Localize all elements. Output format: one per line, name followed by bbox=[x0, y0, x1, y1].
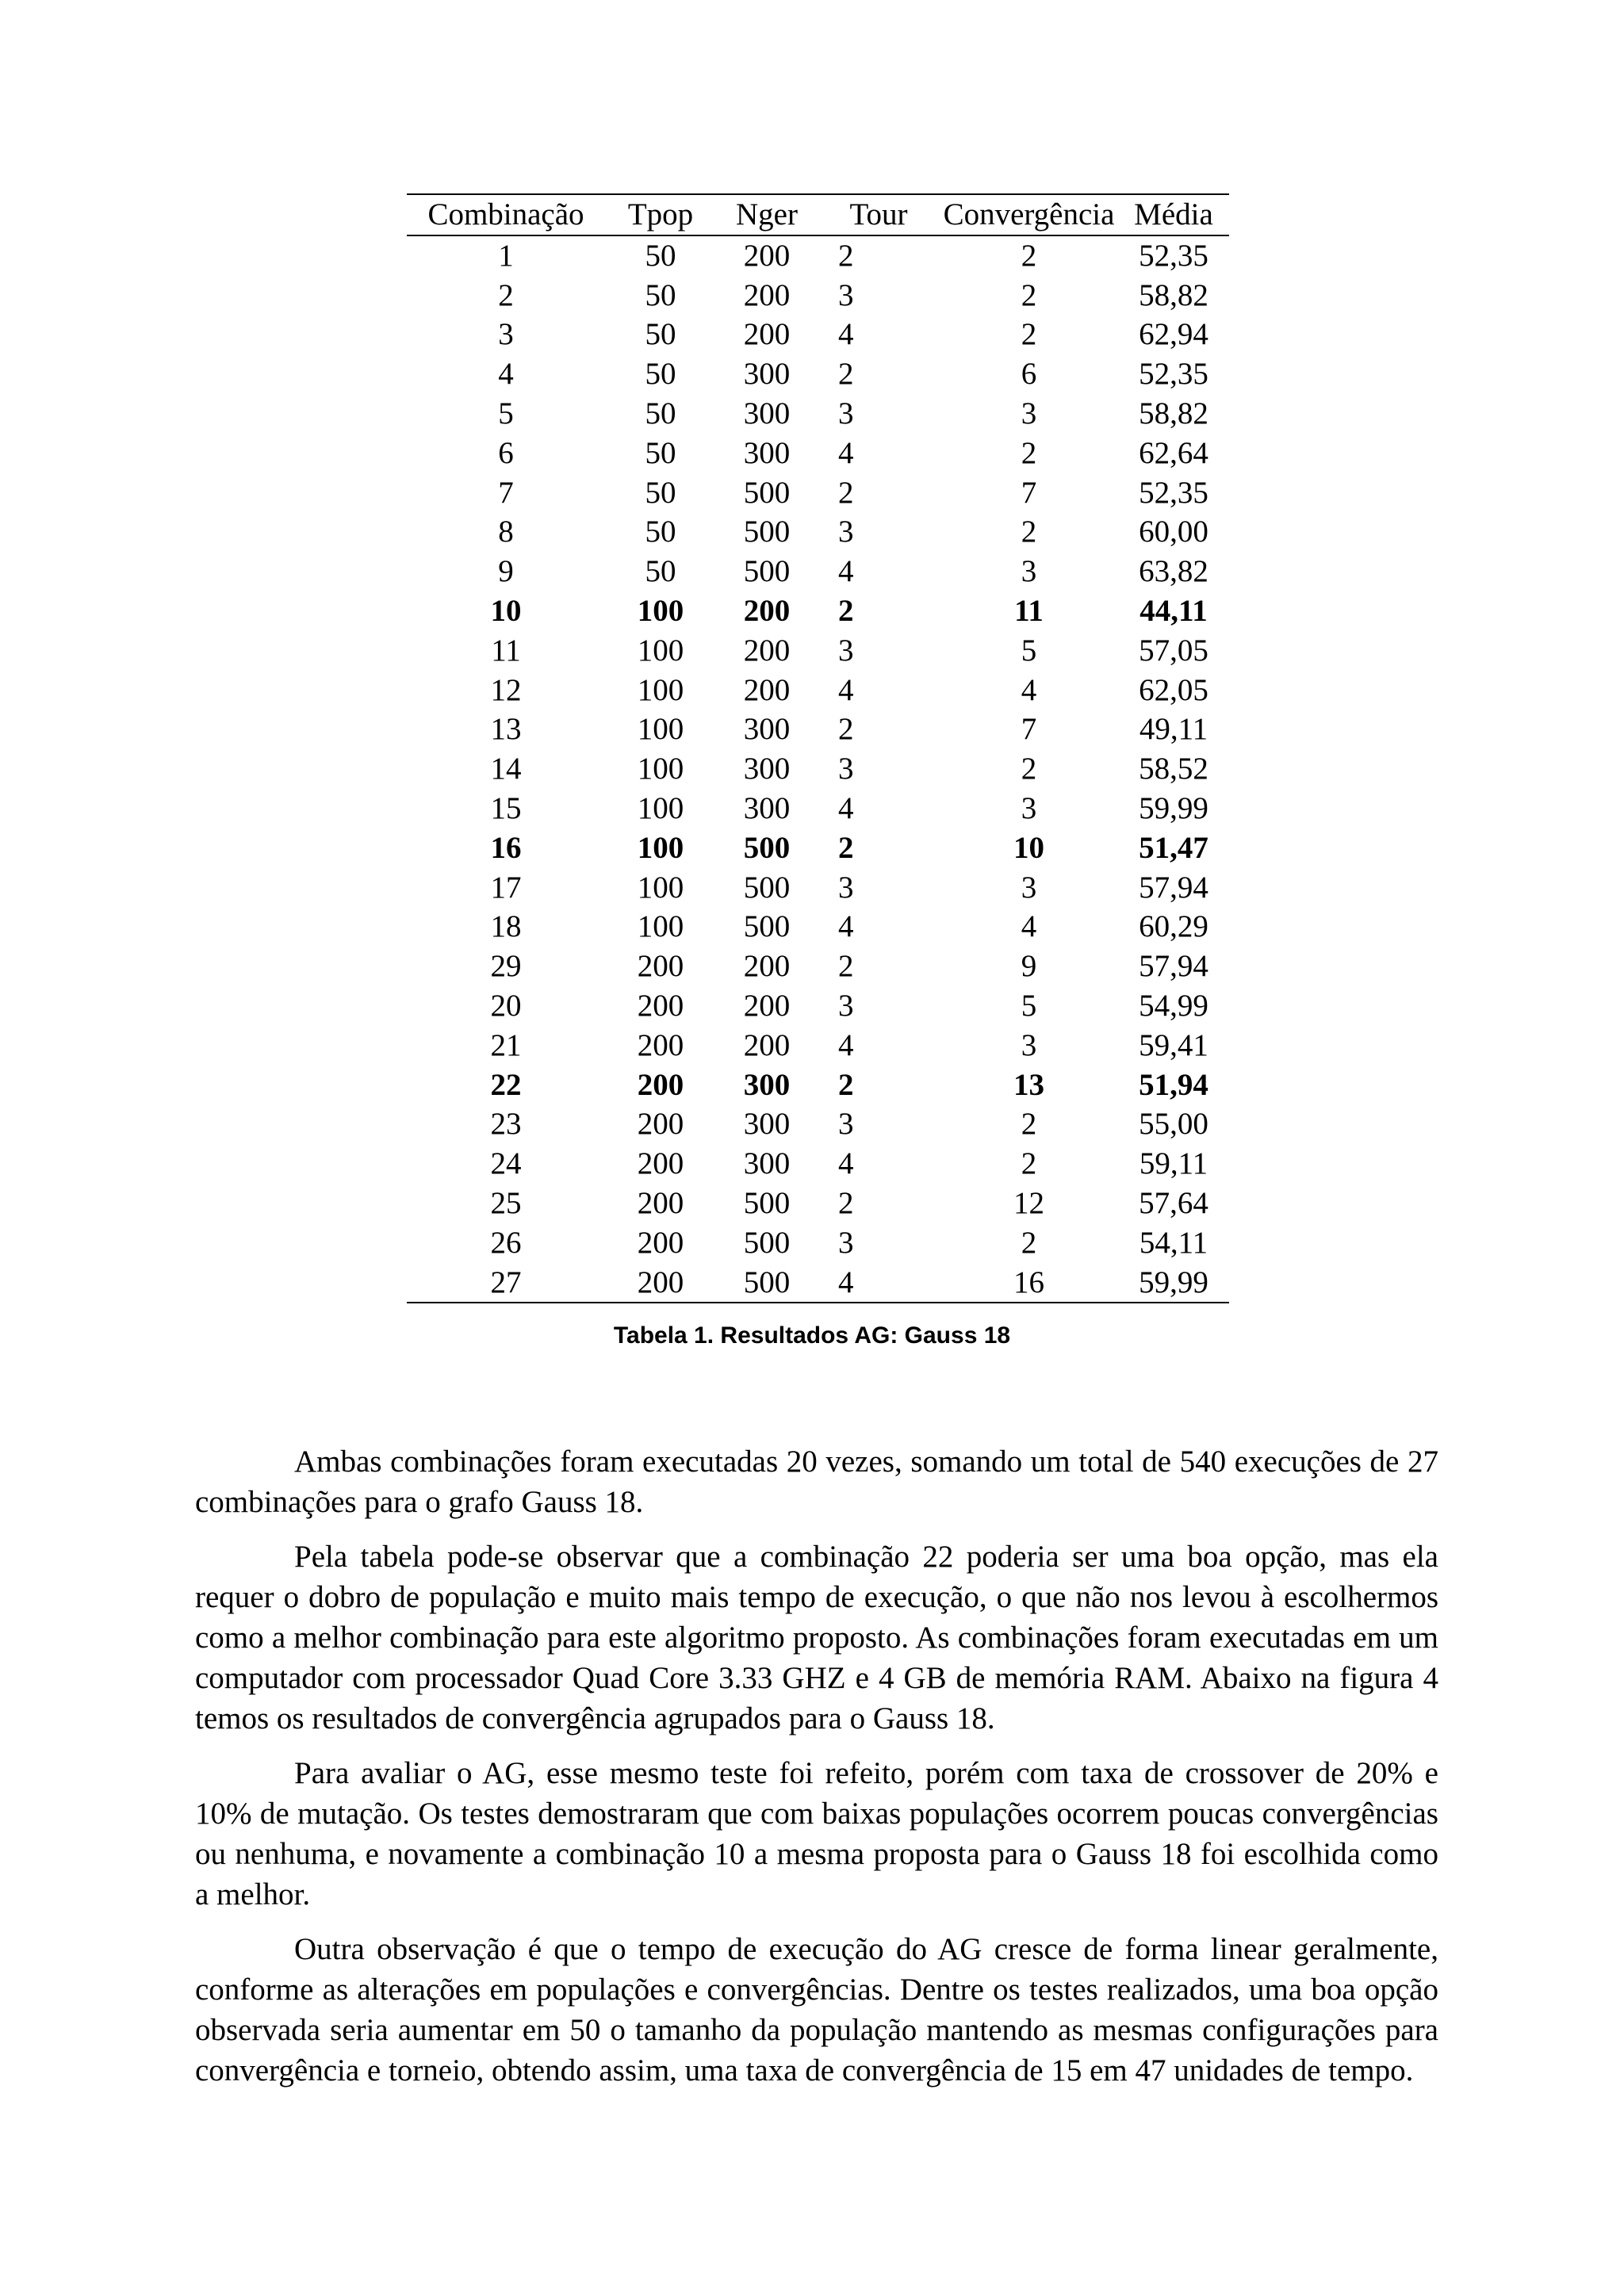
cell-tour: 3 bbox=[838, 633, 854, 668]
cell-tpop: 50 bbox=[645, 435, 676, 470]
cell-media: 58,82 bbox=[1139, 277, 1208, 312]
cell-tpop: 100 bbox=[637, 830, 684, 865]
cell-tpop: 50 bbox=[645, 396, 676, 430]
cell-convergencia: 2 bbox=[1021, 317, 1037, 352]
cell-tpop: 200 bbox=[637, 1027, 684, 1062]
cell-tpop: 50 bbox=[645, 277, 676, 312]
cell-media: 60,00 bbox=[1139, 515, 1208, 549]
cell-media: 52,35 bbox=[1139, 238, 1208, 273]
cell-combinacao: 22 bbox=[490, 1067, 522, 1102]
table-row bbox=[407, 789, 1229, 828]
cell-tour: 3 bbox=[838, 988, 854, 1023]
cell-media: 44,11 bbox=[1139, 593, 1208, 628]
cell-tpop: 100 bbox=[637, 593, 684, 628]
cell-tpop: 50 bbox=[645, 238, 676, 273]
cell-media: 59,11 bbox=[1139, 1146, 1208, 1181]
cell-tpop: 100 bbox=[637, 672, 684, 707]
cell-convergencia: 2 bbox=[1021, 1225, 1037, 1260]
paragraph: Para avaliar o AG, esse mesmo teste foi refeito, porém com taxa de crossover de 20% e 10% de mutação. Os testes demostraram que com baixas populações ocorrem poucas convergências ou nenhuma, e novamente a combinação 10 a mesma proposta para o Gauss 18 foi escolhida como a melhor. bbox=[195, 1756, 1438, 1911]
header-combinacao: Combinação bbox=[407, 194, 605, 235]
cell-tpop: 200 bbox=[637, 988, 684, 1023]
cell-combinacao: 4 bbox=[498, 357, 514, 392]
cell-tpop: 50 bbox=[645, 317, 676, 352]
cell-media: 54,99 bbox=[1139, 988, 1208, 1023]
cell-combinacao: 12 bbox=[490, 672, 522, 707]
cell-tour: 3 bbox=[838, 1107, 854, 1142]
results-table bbox=[407, 193, 1229, 1303]
cell-tour: 3 bbox=[838, 1225, 854, 1260]
cell-tpop: 50 bbox=[645, 554, 676, 589]
cell-nger: 500 bbox=[743, 475, 791, 510]
cell-tour: 4 bbox=[838, 1027, 854, 1062]
cell-tour: 4 bbox=[838, 672, 854, 707]
cell-nger: 200 bbox=[743, 593, 791, 628]
cell-media: 58,52 bbox=[1139, 752, 1208, 786]
table-row bbox=[407, 434, 1229, 473]
cell-nger: 200 bbox=[743, 988, 791, 1023]
cell-nger: 500 bbox=[743, 830, 791, 865]
cell-combinacao: 18 bbox=[490, 909, 522, 944]
cell-convergencia: 3 bbox=[1021, 396, 1037, 430]
cell-convergencia: 3 bbox=[1021, 554, 1037, 589]
header-convergencia: Convergência bbox=[940, 194, 1118, 235]
cell-convergencia: 2 bbox=[1021, 435, 1037, 470]
cell-media: 51,47 bbox=[1139, 830, 1208, 865]
cell-media: 62,05 bbox=[1139, 672, 1208, 707]
cell-combinacao: 20 bbox=[490, 988, 522, 1023]
cell-nger: 200 bbox=[743, 1027, 791, 1062]
table-row bbox=[407, 394, 1229, 434]
body-text bbox=[195, 1441, 1438, 2105]
cell-combinacao: 1 bbox=[498, 238, 514, 273]
table-row bbox=[407, 354, 1229, 394]
cell-nger: 300 bbox=[743, 712, 791, 747]
header-tpop: Tpop bbox=[605, 194, 716, 235]
header-nger: Nger bbox=[716, 194, 818, 235]
cell-convergencia: 3 bbox=[1021, 790, 1037, 825]
cell-convergencia: 2 bbox=[1021, 238, 1037, 273]
table-row bbox=[407, 1066, 1229, 1105]
cell-nger: 200 bbox=[743, 317, 791, 352]
table-row bbox=[407, 1144, 1229, 1184]
cell-combinacao: 5 bbox=[498, 396, 514, 430]
cell-convergencia: 10 bbox=[1013, 830, 1044, 865]
cell-media: 51,94 bbox=[1139, 1067, 1208, 1102]
cell-combinacao: 26 bbox=[490, 1225, 522, 1260]
cell-convergencia: 11 bbox=[1014, 593, 1044, 628]
table-row bbox=[407, 868, 1229, 908]
cell-nger: 200 bbox=[743, 672, 791, 707]
cell-convergencia: 3 bbox=[1021, 870, 1037, 905]
cell-convergencia: 7 bbox=[1021, 712, 1037, 747]
cell-tpop: 200 bbox=[637, 949, 684, 984]
cell-media: 59,99 bbox=[1139, 790, 1208, 825]
cell-tour: 3 bbox=[838, 752, 854, 786]
cell-nger: 200 bbox=[743, 949, 791, 984]
table-row bbox=[407, 947, 1229, 986]
cell-media: 60,29 bbox=[1139, 909, 1208, 944]
cell-convergencia: 5 bbox=[1021, 633, 1037, 668]
cell-tour: 2 bbox=[838, 830, 854, 865]
cell-tour: 2 bbox=[838, 1185, 854, 1220]
cell-tpop: 200 bbox=[637, 1185, 684, 1220]
cell-media: 57,94 bbox=[1139, 870, 1208, 905]
cell-nger: 500 bbox=[743, 870, 791, 905]
cell-convergencia: 12 bbox=[1013, 1185, 1044, 1220]
cell-tour: 2 bbox=[838, 357, 854, 392]
table-row bbox=[407, 631, 1229, 671]
cell-media: 57,94 bbox=[1139, 949, 1208, 984]
cell-nger: 200 bbox=[743, 238, 791, 273]
cell-convergencia: 4 bbox=[1021, 672, 1037, 707]
table-header-row bbox=[407, 194, 1229, 235]
cell-convergencia: 13 bbox=[1013, 1067, 1044, 1102]
cell-combinacao: 25 bbox=[490, 1185, 522, 1220]
cell-combinacao: 16 bbox=[490, 830, 522, 865]
cell-media: 52,35 bbox=[1139, 357, 1208, 392]
cell-tour: 2 bbox=[838, 475, 854, 510]
cell-tpop: 200 bbox=[637, 1225, 684, 1260]
cell-tour: 2 bbox=[838, 238, 854, 273]
cell-convergencia: 3 bbox=[1021, 1027, 1037, 1062]
cell-convergencia: 2 bbox=[1021, 1107, 1037, 1142]
cell-media: 59,99 bbox=[1118, 1263, 1229, 1303]
cell-media: 62,94 bbox=[1139, 317, 1208, 352]
cell-convergencia: 9 bbox=[1021, 949, 1037, 984]
cell-convergencia: 4 bbox=[1021, 909, 1037, 944]
cell-media: 63,82 bbox=[1139, 554, 1208, 589]
cell-media: 52,35 bbox=[1139, 475, 1208, 510]
cell-nger: 500 bbox=[743, 1225, 791, 1260]
header-media: Média bbox=[1118, 194, 1229, 235]
cell-convergencia: 2 bbox=[1021, 752, 1037, 786]
cell-nger: 300 bbox=[743, 1107, 791, 1142]
table-row bbox=[407, 1104, 1229, 1144]
table-row bbox=[407, 986, 1229, 1026]
cell-convergencia: 2 bbox=[1021, 1146, 1037, 1181]
cell-tour: 4 bbox=[838, 435, 854, 470]
cell-nger: 300 bbox=[743, 1146, 791, 1181]
table-row bbox=[407, 907, 1229, 947]
table-row bbox=[407, 1263, 1229, 1303]
cell-tour: 4 bbox=[838, 554, 854, 589]
cell-media: 54,11 bbox=[1139, 1225, 1208, 1260]
table-row bbox=[407, 552, 1229, 591]
table-row bbox=[407, 671, 1229, 710]
cell-tour: 4 bbox=[838, 317, 854, 352]
cell-nger: 300 bbox=[743, 1067, 791, 1102]
cell-tour: 3 bbox=[838, 870, 854, 905]
cell-tpop: 100 bbox=[637, 633, 684, 668]
cell-tour: 4 bbox=[838, 1146, 854, 1181]
cell-combinacao: 8 bbox=[498, 515, 514, 549]
cell-combinacao: 6 bbox=[498, 435, 514, 470]
cell-combinacao: 17 bbox=[490, 870, 522, 905]
cell-nger: 300 bbox=[743, 357, 791, 392]
cell-tour: 3 bbox=[838, 277, 854, 312]
cell-nger: 500 bbox=[743, 554, 791, 589]
cell-combinacao: 24 bbox=[490, 1146, 522, 1181]
cell-combinacao: 15 bbox=[490, 790, 522, 825]
cell-nger: 500 bbox=[743, 1185, 791, 1220]
cell-tpop: 100 bbox=[637, 870, 684, 905]
cell-tpop: 200 bbox=[637, 1107, 684, 1142]
table-row bbox=[407, 473, 1229, 513]
cell-convergencia: 7 bbox=[1021, 475, 1037, 510]
cell-tpop: 100 bbox=[637, 909, 684, 944]
table-row bbox=[407, 512, 1229, 552]
paragraph: Outra observação é que o tempo de execução do AG cresce de forma linear geralmente, conforme as alterações em populações e convergências. Dentre os testes realizados, uma boa opção observada seria aumentar em 50 o tamanho da população mantendo as mesmas configurações para convergência e torneio, obtendo assim, uma taxa de convergência de 15 em 47 unidades de tempo. bbox=[195, 1932, 1438, 2087]
table-row bbox=[407, 710, 1229, 749]
cell-tpop: 50 bbox=[645, 357, 676, 392]
cell-nger: 300 bbox=[743, 790, 791, 825]
cell-tour: 2 bbox=[838, 593, 854, 628]
cell-combinacao: 2 bbox=[498, 277, 514, 312]
cell-combinacao: 9 bbox=[498, 554, 514, 589]
cell-tpop: 100 bbox=[637, 790, 684, 825]
table-row bbox=[407, 749, 1229, 789]
table-body bbox=[407, 235, 1229, 1303]
cell-tour: 3 bbox=[838, 396, 854, 430]
cell-tpop: 50 bbox=[645, 475, 676, 510]
cell-nger: 300 bbox=[743, 396, 791, 430]
cell-tpop: 100 bbox=[637, 712, 684, 747]
table-row bbox=[407, 591, 1229, 631]
table-row bbox=[407, 1184, 1229, 1223]
cell-media: 57,64 bbox=[1139, 1185, 1208, 1220]
cell-tour: 3 bbox=[838, 515, 854, 549]
cell-convergencia: 6 bbox=[1021, 357, 1037, 392]
cell-convergencia: 5 bbox=[1021, 988, 1037, 1023]
header-tour: Tour bbox=[818, 194, 940, 235]
cell-tpop: 200 bbox=[637, 1067, 684, 1102]
cell-combinacao: 11 bbox=[491, 633, 521, 668]
paragraph: Ambas combinações foram executadas 20 vezes, somando um total de 540 execuções de 27 combinações para o grafo Gauss 18. bbox=[195, 1445, 1438, 1519]
cell-tour: 4 bbox=[838, 790, 854, 825]
cell-combinacao: 29 bbox=[490, 949, 522, 984]
cell-combinacao: 13 bbox=[490, 712, 522, 747]
cell-tour: 2 bbox=[838, 1067, 854, 1102]
cell-nger: 200 bbox=[743, 277, 791, 312]
cell-convergencia: 2 bbox=[1021, 277, 1037, 312]
cell-combinacao: 21 bbox=[490, 1027, 522, 1062]
cell-media: 57,05 bbox=[1139, 633, 1208, 668]
cell-nger: 500 bbox=[743, 515, 791, 549]
cell-combinacao: 27 bbox=[407, 1263, 605, 1303]
table-row bbox=[407, 235, 1229, 276]
cell-tour: 2 bbox=[838, 949, 854, 984]
cell-tpop: 200 bbox=[637, 1146, 684, 1181]
cell-media: 59,41 bbox=[1139, 1027, 1208, 1062]
cell-tour: 2 bbox=[838, 712, 854, 747]
paragraph: Pela tabela pode-se observar que a combinação 22 poderia ser uma boa opção, mas ela requer o dobro de população e muito mais tempo de execução, o que não nos levou à escolhermos como a melhor combinação para este algoritmo proposto. As combinações foram executadas em um computador com processador Quad Core 3.33 GHZ e 4 GB de memória RAM. Abaixo na figura 4 temos os resultados de convergência agrupados para o Gauss 18. bbox=[195, 1540, 1438, 1735]
cell-tpop: 100 bbox=[637, 752, 684, 786]
cell-nger: 500 bbox=[743, 909, 791, 944]
cell-media: 62,64 bbox=[1139, 435, 1208, 470]
cell-convergencia: 2 bbox=[1021, 515, 1037, 549]
cell-convergencia: 16 bbox=[940, 1263, 1118, 1303]
cell-nger: 200 bbox=[743, 633, 791, 668]
cell-nger: 300 bbox=[743, 435, 791, 470]
cell-media: 58,82 bbox=[1139, 396, 1208, 430]
table-row bbox=[407, 276, 1229, 316]
cell-combinacao: 14 bbox=[490, 752, 522, 786]
table-caption: Tabela 1. Resultados AG: Gauss 18 bbox=[613, 1322, 1011, 1349]
cell-combinacao: 23 bbox=[490, 1107, 522, 1142]
cell-tour: 4 bbox=[838, 909, 854, 944]
cell-combinacao: 10 bbox=[490, 593, 522, 628]
cell-nger: 300 bbox=[743, 752, 791, 786]
table-row bbox=[407, 1026, 1229, 1066]
cell-media: 49,11 bbox=[1139, 712, 1208, 747]
table-row bbox=[407, 1223, 1229, 1263]
cell-tour: 4 bbox=[818, 1263, 940, 1303]
cell-tpop: 200 bbox=[605, 1263, 716, 1303]
cell-combinacao: 3 bbox=[498, 317, 514, 352]
table-row bbox=[407, 828, 1229, 868]
cell-nger: 500 bbox=[716, 1263, 818, 1303]
cell-tpop: 50 bbox=[645, 515, 676, 549]
cell-media: 55,00 bbox=[1139, 1107, 1208, 1142]
table-row bbox=[407, 315, 1229, 354]
cell-combinacao: 7 bbox=[498, 475, 514, 510]
